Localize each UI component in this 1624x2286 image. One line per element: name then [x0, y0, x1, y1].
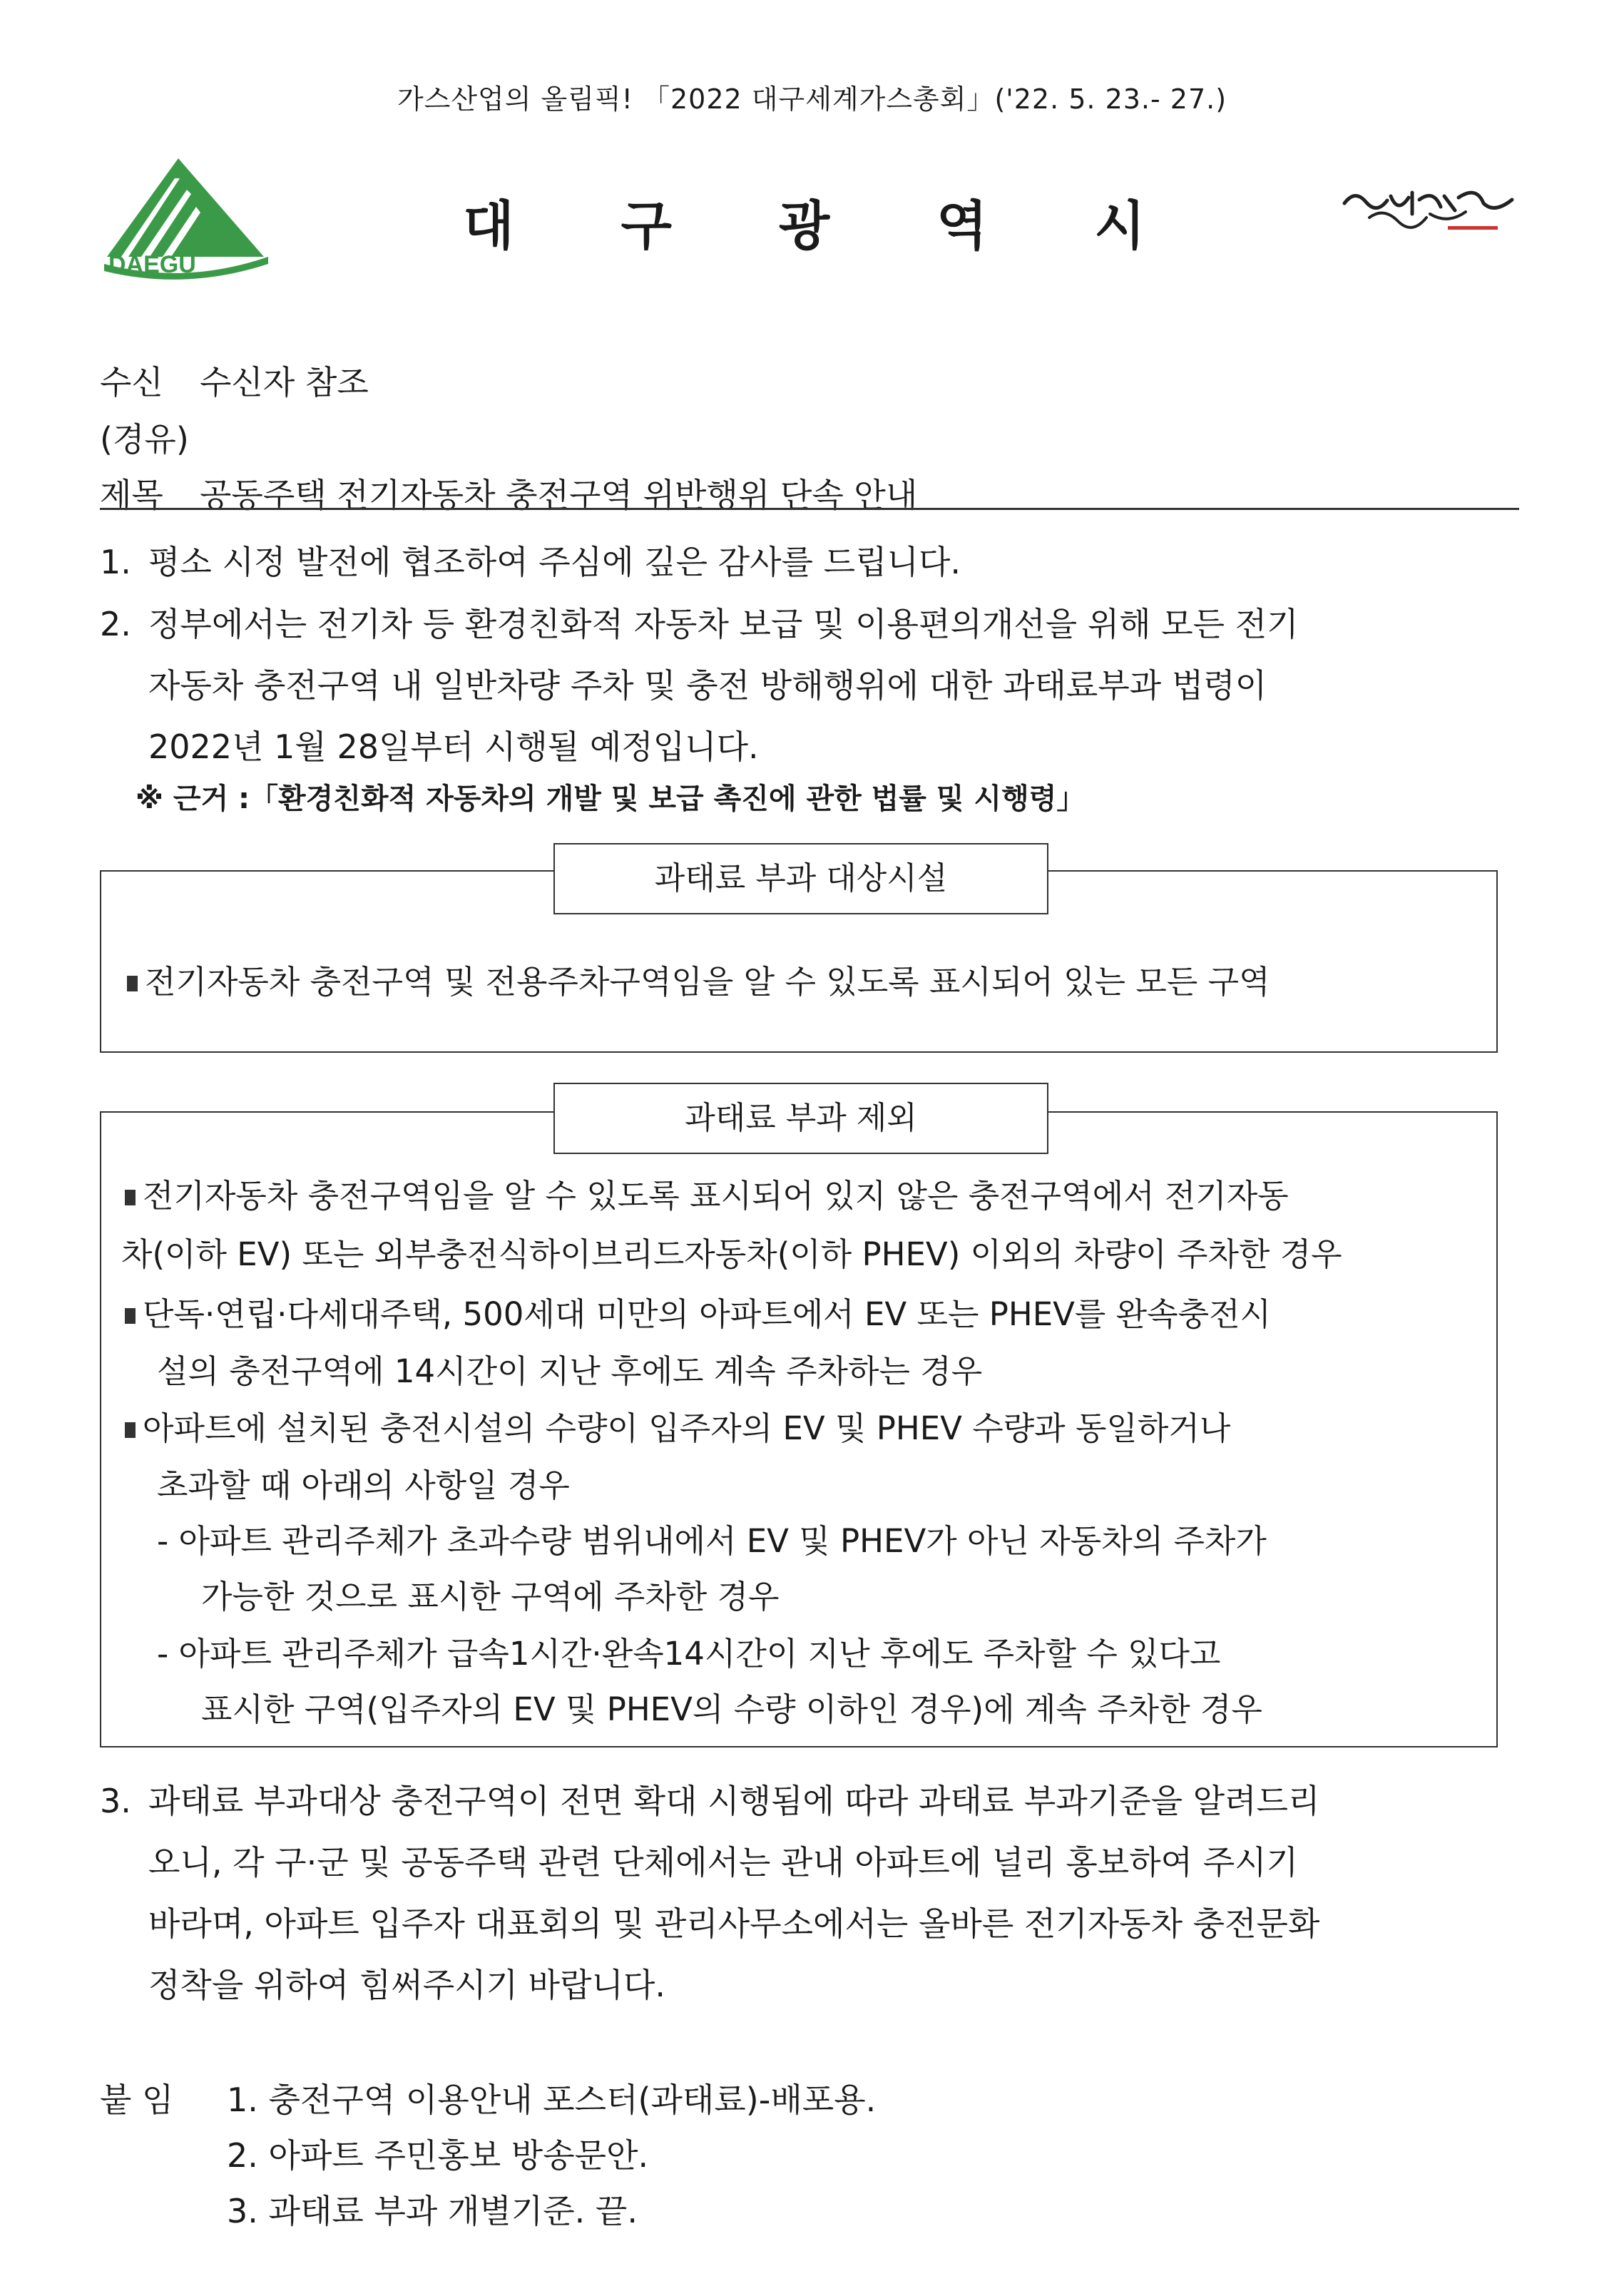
item-2	[100, 593, 1519, 777]
page-title: 대 구 광 역 시	[463, 195, 1190, 257]
item-2-line: 2022년 1월 28일부터 시행될 예정입니다.	[148, 728, 759, 766]
item-1-text: 평소 시정 발전에 협조하여 주심에 깊은 감사를 드립니다.	[148, 543, 961, 581]
logo-text: DAEGU	[108, 251, 196, 278]
exclusion-line: 초과할 때 아래의 사항일 경우	[157, 1466, 570, 1504]
exclusion-item: 아파트에 설치된 충전시설의 수량이 입주자의 EV 및 PHEV 수량과 동일하거나	[125, 1402, 1230, 1449]
item-3-line: 정착을 위하여 힘써주시기 바랍니다.	[148, 1966, 666, 2004]
bullet-square-icon	[125, 1308, 136, 1324]
exclusion-line: 가능한 것으로 표시한 구역에 주차한 경우	[201, 1578, 780, 1616]
via-row: (경유)	[100, 420, 189, 459]
event-banner: 가스산업의 올림픽! 「2022 대구세계가스총회」('22. 5. 23.- 27.)	[397, 83, 1227, 115]
subject-value: 공동주택 전기자동차 충전구역 위반행위 단속 안내	[200, 476, 918, 514]
subject-label: 제목	[100, 476, 163, 514]
legal-basis-note: ※ 근거 :「환경친화적 자동차의 개발 및 보급 촉진에 관한 법률 및 시행령」	[136, 782, 1086, 815]
item-2-number: 2.	[100, 605, 131, 643]
recipient-row	[100, 357, 369, 404]
fine-exclusion-title: 과태료 부과 제외	[553, 1083, 1048, 1154]
item-3-line: 오니, 각 구·군 및 공동주택 관련 단체에서는 관내 아파트에 널리 홍보하여 주시기	[148, 1843, 1299, 1882]
item-2-line: 자동차 충전구역 내 일반차량 주차 및 충전 방해행위에 대한 과태료부과 법령이	[148, 666, 1267, 705]
item-3	[100, 1770, 1519, 2016]
attachment-item: 2. 아파트 주민홍보 방송문안.	[227, 2136, 649, 2175]
recipient-label: 수신	[100, 363, 163, 402]
item-2-line: 정부에서는 전기차 등 환경친화적 자동차 보급 및 이용편의개선을 위해 모든 전기	[148, 605, 1299, 643]
fine-target-item: 전기자동차 충전구역 및 전용주차구역임을 알 수 있도록 표시되어 있는 모든 구역	[127, 956, 1270, 1002]
bullet-square-icon	[125, 1190, 136, 1205]
exclusion-item: 전기자동차 충전구역임을 알 수 있도록 표시되어 있지 않은 충전구역에서 전기자동	[125, 1170, 1289, 1216]
item-3-number: 3.	[100, 1782, 131, 1820]
slogan-logo	[1341, 182, 1519, 239]
item-1	[100, 531, 1519, 593]
exclusion-item: 단독·연립·다세대주택, 500세대 미만의 아파트에서 EV 또는 PHEV를 완속충전시	[125, 1288, 1271, 1335]
exclusion-line: 차(이하 EV) 또는 외부충전식하이브리드자동차(이하 PHEV) 이외의 차량이 주차한 경우	[121, 1235, 1342, 1273]
bullet-square-icon	[125, 1422, 136, 1438]
bullet-square-icon	[127, 976, 138, 991]
exclusion-subitem: - 아파트 관리주체가 급속1시간·완속14시간이 지난 후에도 주차할 수 있다고	[157, 1635, 1221, 1673]
exclusion-subitem: - 아파트 관리주체가 초과수량 범위내에서 EV 및 PHEV가 아닌 자동차의 주차가	[157, 1522, 1267, 1560]
exclusion-line: 설의 충전구역에 14시간이 지난 후에도 계속 주차하는 경우	[157, 1352, 983, 1390]
attachments-label: 붙 임	[100, 2081, 174, 2119]
item-1-number: 1.	[100, 543, 131, 581]
attachment-item: 3. 과태료 부과 개별기준. 끝.	[227, 2192, 638, 2230]
item-3-line: 과태료 부과대상 충전구역이 전면 확대 시행됨에 따라 과태료 부과기준을 알려드리	[148, 1782, 1320, 1820]
header-divider	[100, 508, 1519, 510]
exclusion-line: 표시한 구역(입주자의 EV 및 PHEV의 수량 이하인 경우)에 계속 주차한 경우	[201, 1690, 1262, 1728]
fine-target-title: 과태료 부과 대상시설	[553, 843, 1048, 914]
recipient-value: 수신자 참조	[200, 363, 369, 402]
item-3-line: 바라며, 아파트 입주자 대표회의 및 관리사무소에서는 올바른 전기자동차 충전문화	[148, 1904, 1320, 1943]
attachment-item: 1. 충전구역 이용안내 포스터(과태료)-배포용.	[227, 2081, 877, 2119]
